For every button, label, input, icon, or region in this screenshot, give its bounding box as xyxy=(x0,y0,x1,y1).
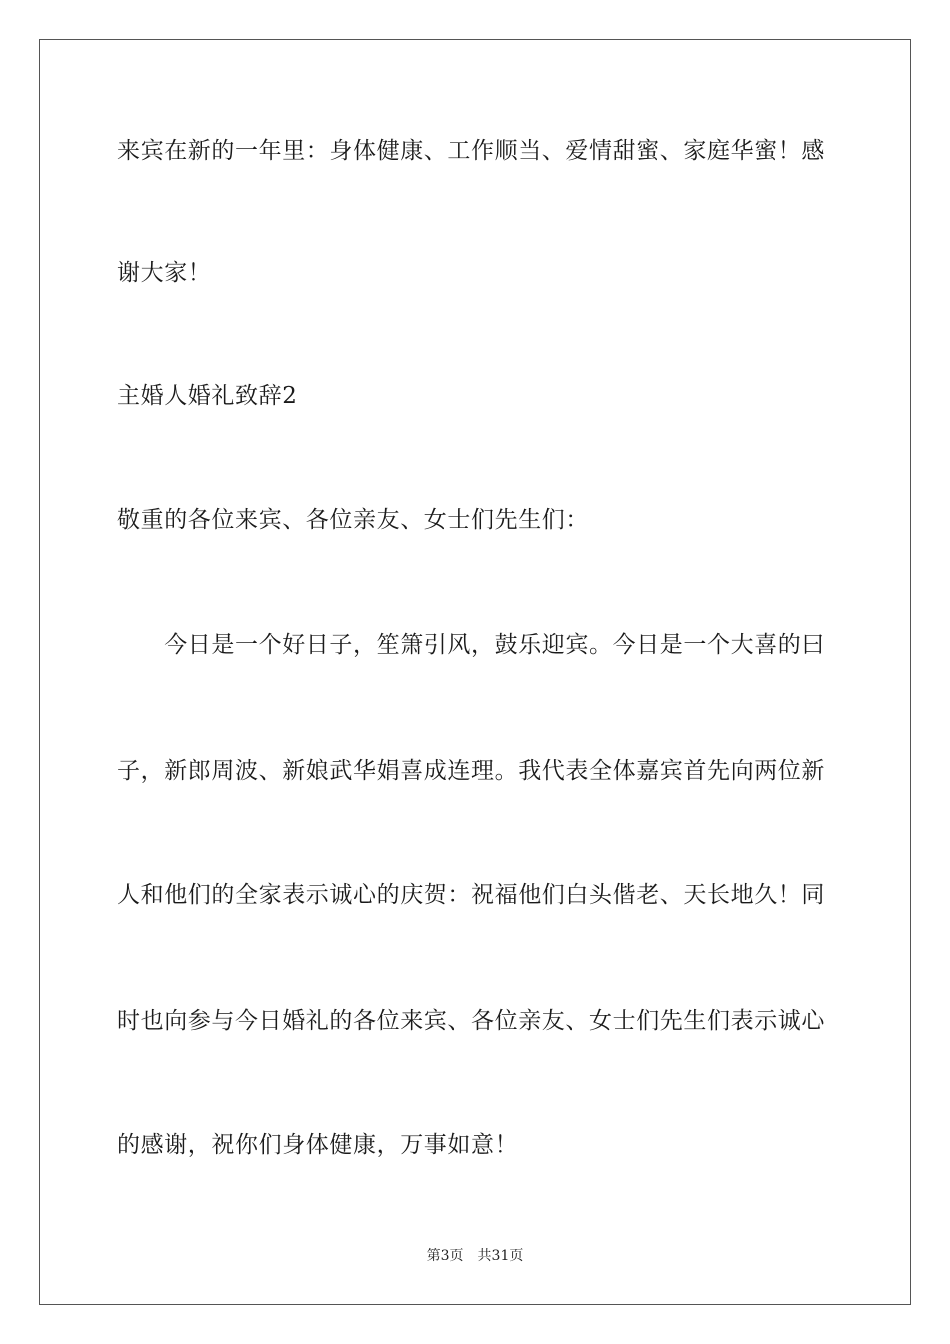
body-line-2: 谢大家！ xyxy=(117,260,212,286)
body-line-7: 人和他们的全家表示诚心的庆贺：祝福他们白头偕老、天长地久！同 xyxy=(117,882,825,908)
body-line-9: 的感谢，祝你们身体健康，万事如意！ xyxy=(117,1132,519,1158)
section-heading: 主婚人婚礼致辞2 xyxy=(117,383,298,409)
page-footer xyxy=(0,1246,950,1266)
salutation-line: 敬重的各位来宾、各位亲友、女士们先生们： xyxy=(117,507,589,533)
page-border xyxy=(39,39,911,1305)
body-line-8: 时也向参与今日婚礼的各位来宾、各位亲友、女士们先生们表示诚心 xyxy=(117,1008,825,1034)
page-number-total: 共31页 xyxy=(477,1248,524,1264)
body-line-1: 来宾在新的一年里：身体健康、工作顺当、爱情甜蜜、家庭华蜜！感 xyxy=(117,138,825,164)
body-line-5: 今日是一个好日子，笙箫引风，鼓乐迎宾。今日是一个大喜的曰 xyxy=(117,632,825,658)
page-number-current: 第3页 xyxy=(426,1248,464,1264)
body-line-6: 子，新郎周波、新娘武华娟喜成连理。我代表全体嘉宾首先向两位新 xyxy=(117,758,825,784)
